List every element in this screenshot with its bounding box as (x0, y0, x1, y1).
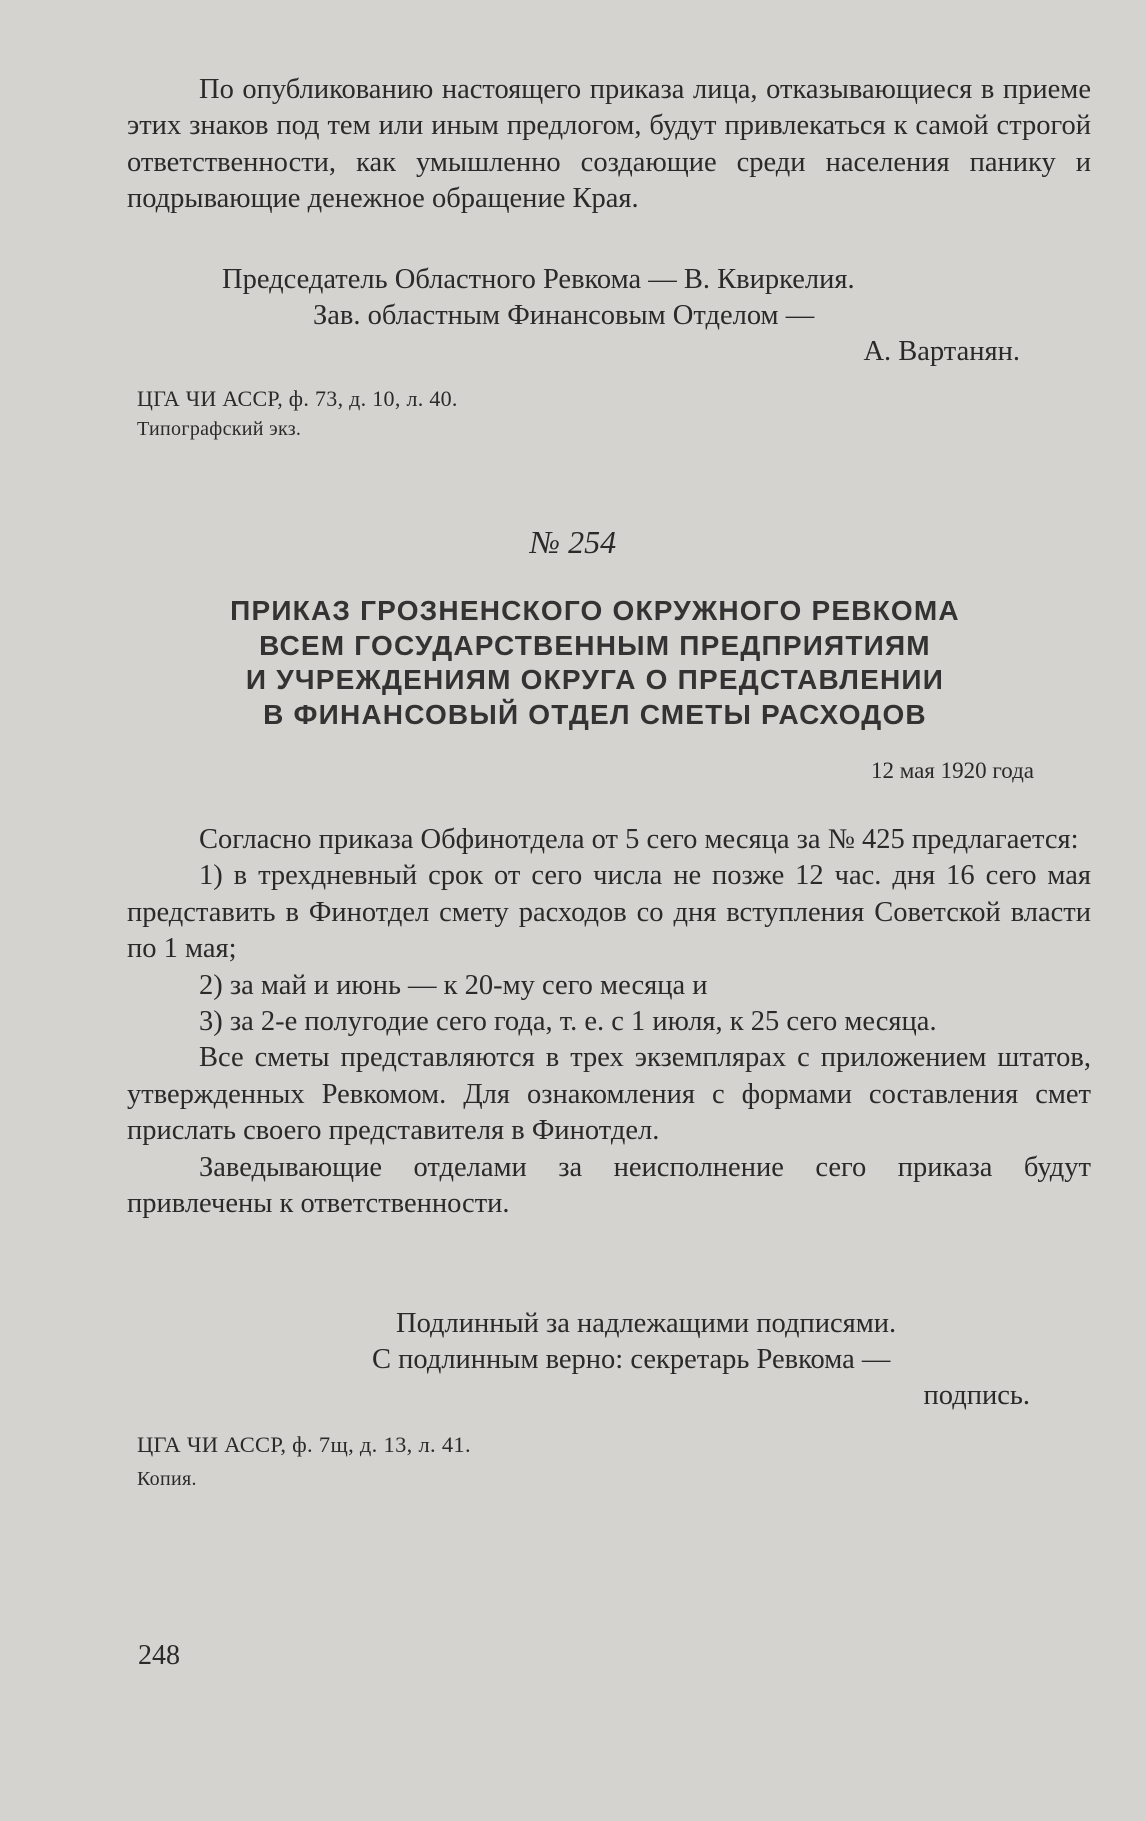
signature-original-note: Подлинный за надлежащими подписями. (396, 1308, 897, 1339)
signature-finance-head-title: Зав. областным Финансовым Отделом — (313, 300, 815, 331)
previous-document-paragraph (127, 72, 1091, 218)
document-body (127, 822, 1091, 1222)
signature-certified-note: С подлинным верно: секретарь Ревкома — (372, 1344, 891, 1375)
body-paragraph: Согласно приказа Обфинотдела от 5 сего месяца за № 425 предлагается: (199, 824, 1079, 855)
signature-placeholder: подпись. (923, 1380, 1030, 1411)
document-number: № 254 (529, 524, 617, 560)
copy-type-note: Типографский экз. (137, 418, 302, 440)
signature-finance-head-name: А. Вартанян. (863, 336, 1020, 367)
document-title (150, 594, 1040, 732)
title-line: ВСЕМ ГОСУДАРСТВЕННЫМ ПРЕДПРИЯТИЯМ (259, 629, 931, 661)
body-paragraph: 2) за май и июнь — к 20-му сего месяца и (199, 969, 708, 1001)
body-paragraph: Все сметы представляются в трех экземплярах с приложением штатов, утвержденных Ревкомом. Для ознакомления с формами составления смет прислать своего представителя в Финотдел. (127, 1042, 1091, 1147)
copy-type-note: Копия. (137, 1468, 197, 1490)
body-paragraph: Заведывающие отделами за неисполнение сего приказа будут привлечены к ответственности. (127, 1151, 1091, 1220)
body-paragraph: 3) за 2-е полугодие сего года, т. е. с 1 июля, к 25 сего месяца. (199, 1006, 937, 1038)
signature-chairman: Председатель Областного Ревкома — В. Квиркелия. (222, 264, 855, 295)
body-paragraph: 1) в трехдневный срок от сего числа не позже 12 час. дня 16 сего мая представить в Финотдел смету расходов со дня вступления Советской власти по 1 мая; (127, 860, 1091, 965)
document-date: 12 мая 1920 года (870, 758, 1034, 783)
title-line: ПРИКАЗ ГРОЗНЕНСКОГО ОКРУЖНОГО РЕВКОМА (230, 595, 960, 626)
title-line: В ФИНАНСОВЫЙ ОТДЕЛ СМЕТЫ РАСХОДОВ (263, 698, 927, 730)
body-paragraph: По опубликованию настоящего приказа лица, отказывающиеся в приеме этих знаков под тем или иным предлогом, будут привлекаться к самой строгой ответственности, как умышленно создающие среди населения панику и подрывающие денежное обращение Края. (127, 74, 1091, 215)
title-line: И УЧРЕЖДЕНИЯМ ОКРУГА О ПРЕДСТАВЛЕНИИ (245, 664, 945, 695)
archive-reference: ЦГА ЧИ АССР, ф. 7щ, д. 13, л. 41. (137, 1432, 471, 1457)
page-number: 248 (138, 1640, 180, 1671)
archive-reference: ЦГА ЧИ АССР, ф. 73, д. 10, л. 40. (137, 386, 458, 411)
